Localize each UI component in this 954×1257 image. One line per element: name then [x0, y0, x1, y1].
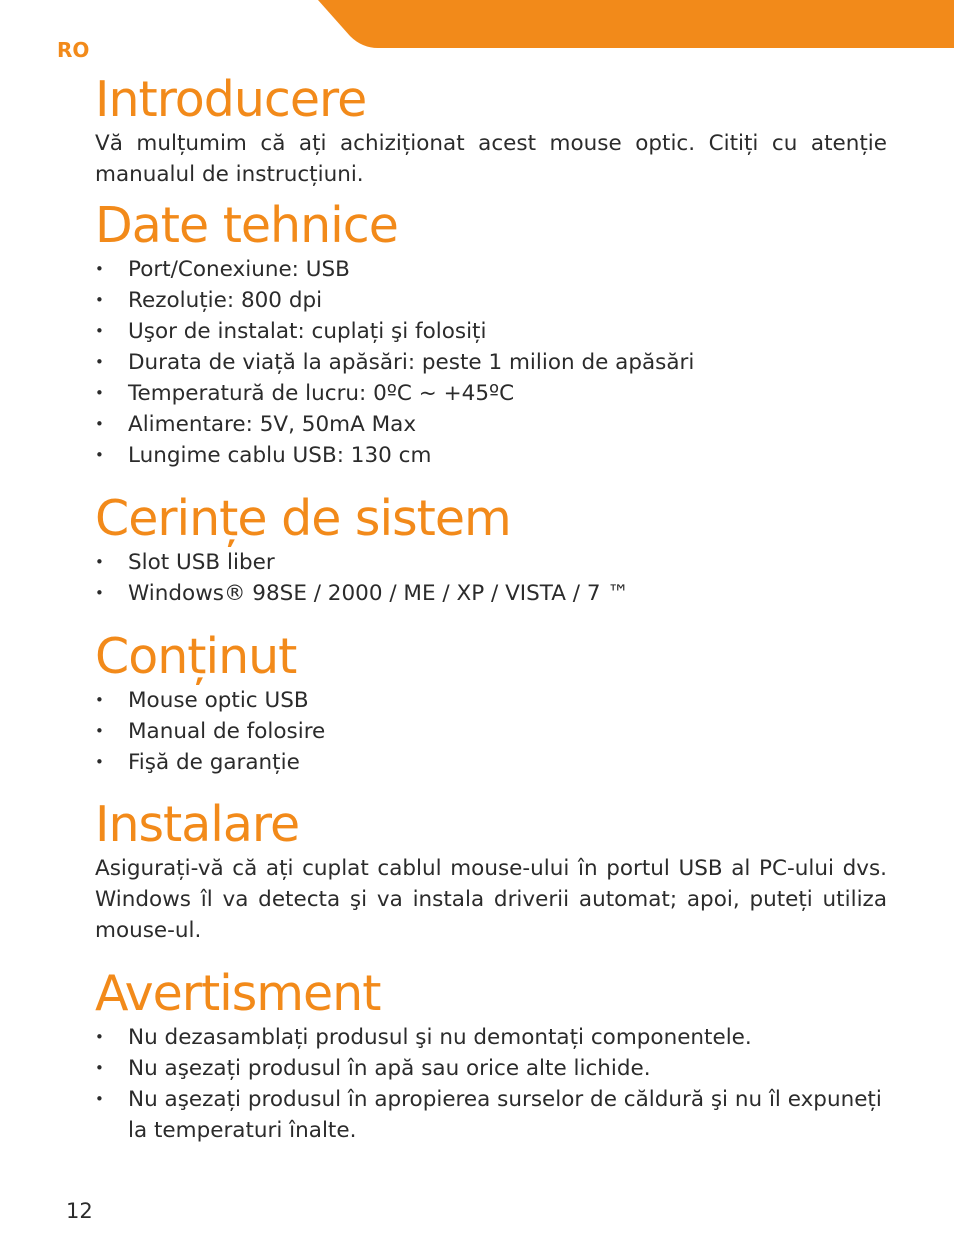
- section-title-specs: Date tehnice: [95, 197, 398, 254]
- intro-text: Vă mulțumim că ați achiziționat acest mouse optic. Citiți cu atenție manualul de instrucțiuni.: [95, 131, 887, 187]
- list-item: • Nu aşezați produsul în apropierea surselor de căldură şi nu îl expuneți la temperaturi înalte.: [95, 1084, 887, 1146]
- section-title-warning: Avertisment: [95, 965, 381, 1022]
- section-specs: [95, 198, 887, 471]
- section-install: [95, 797, 887, 946]
- list-item: • Nu aşezați produsul în apă sau orice alte lichide.: [95, 1053, 887, 1084]
- list-item: • Nu dezasamblați produsul şi nu demontați componentele.: [95, 1022, 887, 1053]
- section-title-requirements: Cerințe de sistem: [95, 490, 511, 547]
- page-number: 12: [66, 1199, 93, 1223]
- section-warning: [95, 966, 887, 1146]
- list-item: • Manual de folosire: [95, 716, 887, 747]
- section-intro: [95, 72, 887, 190]
- language-label: RO: [57, 38, 90, 62]
- list-item: • Fişă de garanție: [95, 747, 887, 778]
- list-item: • Lungime cablu USB: 130 cm: [95, 440, 887, 471]
- list-item: • Port/Conexiune: USB: [95, 254, 887, 285]
- requirements-list: [95, 547, 887, 609]
- section-title-intro: Introducere: [95, 71, 367, 128]
- contents-list: [95, 685, 887, 778]
- section-title-contents: Conținut: [95, 628, 297, 685]
- specs-list: [95, 254, 887, 471]
- list-item: • Uşor de instalat: cuplați şi folosiți: [95, 316, 887, 347]
- orange-header-tab: [318, 0, 954, 48]
- list-item: • Temperatură de lucru: 0ºC ~ +45ºC: [95, 378, 887, 409]
- list-item: • Durata de viață la apăsări: peste 1 milion de apăsări: [95, 347, 887, 378]
- install-text: Asigurați-vă că ați cuplat cablul mouse-ului în portul USB al PC-ului dvs. Windows îl va detecta şi va instala driverii automat; apoi, puteți utiliza mouse-ul.: [95, 856, 887, 943]
- warning-list: [95, 1022, 887, 1146]
- section-title-install: Instalare: [95, 796, 300, 853]
- list-item: • Slot USB liber: [95, 547, 887, 578]
- list-item: • Alimentare: 5V, 50mA Max: [95, 409, 887, 440]
- list-item: • Mouse optic USB: [95, 685, 887, 716]
- list-item: • Rezoluție: 800 dpi: [95, 285, 887, 316]
- section-requirements: [95, 491, 887, 609]
- section-contents: [95, 629, 887, 778]
- list-item: • Windows® 98SE / 2000 / ME / XP / VISTA / 7 ™: [95, 578, 887, 609]
